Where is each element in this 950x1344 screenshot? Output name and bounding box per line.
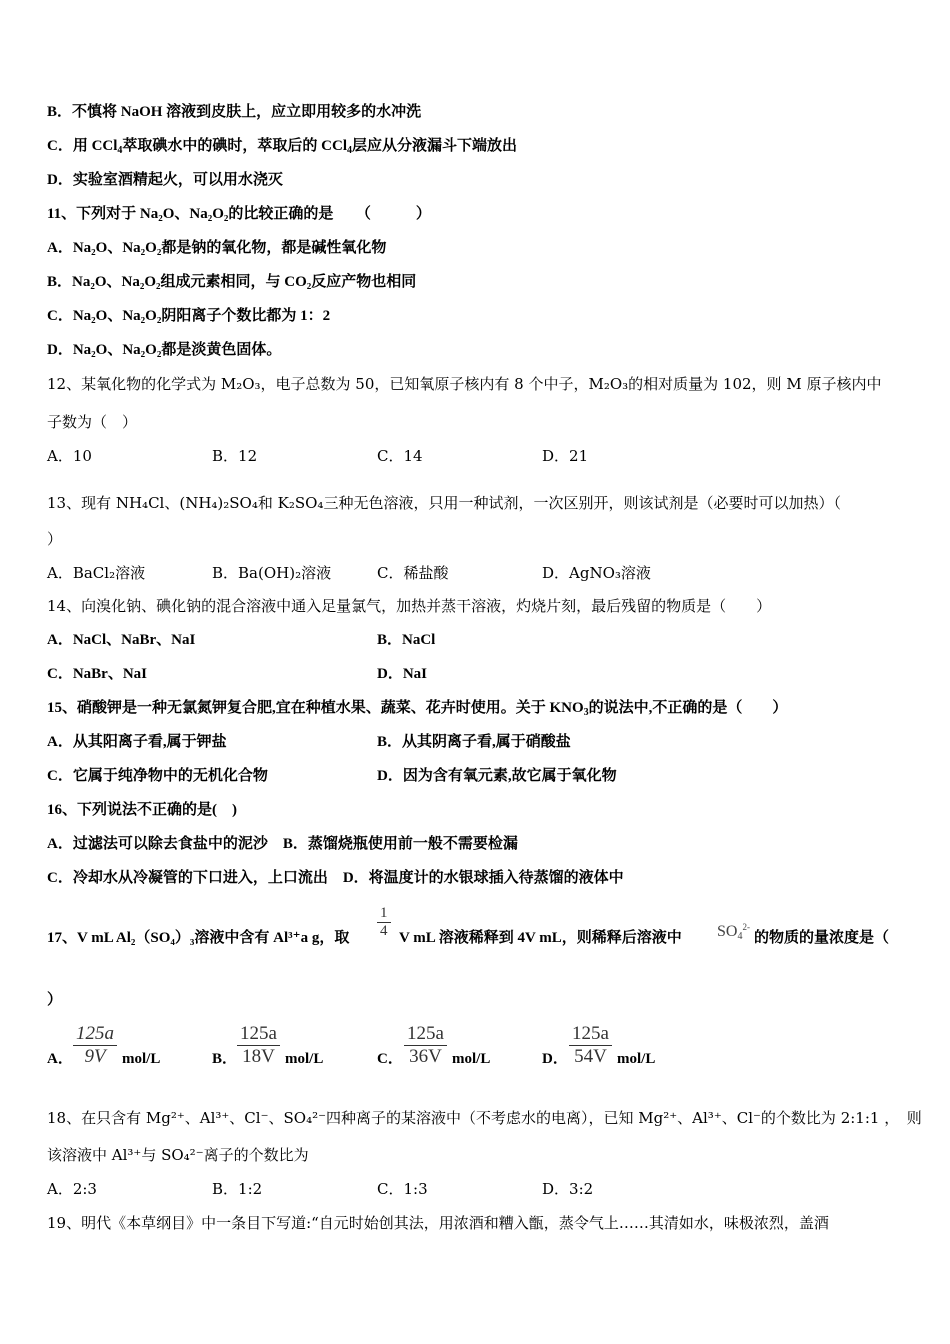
q16-stem: 16、下列说法不正确的是( ): [47, 802, 237, 818]
q10-option-b: B．不慎将 NaOH 溶液到皮肤上，应立即用较多的水冲洗: [47, 104, 422, 120]
q17-option-c-fraction: $\frac{125a}{36V}$: [404, 1023, 447, 1068]
q17-option-a-label: A．: [47, 1051, 73, 1067]
q17-sulfate-ion: $SO_4^{2-}$: [717, 922, 750, 942]
q17-option-c-unit: mol/L: [452, 1051, 491, 1067]
q10-option-d: D．实验室酒精起火，可以用水浇灭: [47, 172, 283, 188]
q17-option-b-fraction: $\frac{125a}{18V}$: [237, 1023, 280, 1068]
q11-stem: 11、下列对于 Na₂O、Na₂O₂的比较正确的是 （ ）: [47, 206, 431, 222]
q13-option-d: D．AgNO₃溶液: [542, 564, 651, 582]
q15-option-b: B．从其阴离子看,属于硝酸盐: [377, 734, 571, 750]
q18-option-a: A．2:3: [47, 1180, 97, 1198]
q14-stem: 14、向溴化钠、碘化钠的混合溶液中通入足量氯气，加热并蒸干溶液，灼烧片刻，最后残留的物质是（ ）: [47, 597, 772, 615]
q11-option-a: A．Na₂O、Na₂O₂都是钠的氧化物，都是碱性氧化物: [47, 240, 387, 256]
q11-option-d: D．Na₂O、Na₂O₂都是淡黄色固体。: [47, 342, 282, 358]
q18-stem-line1: 18、在只含有 Mg²⁺、Al³⁺、Cl⁻、SO₄²⁻四种离子的某溶液中（不考虑水的电离），已知 Mg²⁺、Al³⁺、Cl⁻的个数比为 2:1:1 ， 则: [47, 1109, 922, 1127]
q14-option-c: C．NaBr、NaI: [47, 666, 147, 682]
q13-stem-line2: ）: [47, 530, 63, 548]
q13-option-b: B．Ba(OH)₂溶液: [212, 564, 332, 582]
q14-option-d: D．NaI: [377, 666, 428, 682]
q14-option-b: B．NaCl: [377, 632, 436, 648]
q16-options-ab: A．过滤法可以除去食盐中的泥沙 B．蒸馏烧瓶使用前一般不需要检漏: [47, 836, 518, 852]
q15-stem: 15、硝酸钾是一种无氯氮钾复合肥,宜在种植水果、蔬菜、花卉时使用。关于 $KNO_3$的说法中,不正确的是（ ）: [47, 700, 788, 718]
q17-quarter-fraction: $\frac{1}{4}$: [377, 905, 391, 940]
q13-stem-line1: 13、现有 NH₄Cl、(NH₄)₂SO₄和 K₂SO₄三种无色溶液，只用一种试剂，一次区别开，则该试剂是（必要时可以加热）（: [47, 494, 841, 512]
q17-option-b-label: B．: [212, 1051, 238, 1067]
q17-option-b-unit: mol/L: [285, 1051, 324, 1067]
q12-option-a: A．10: [47, 447, 92, 465]
q13-option-a: A．BaCl₂溶液: [47, 564, 146, 582]
q18-option-b: B．1:2: [212, 1180, 263, 1198]
q17-stem-part3: 的物质的量浓度是（: [754, 930, 890, 946]
q12-option-d: D．21: [542, 447, 589, 465]
q19-stem-line1: 19、明代《本草纲目》中一条目下写道:“自元时始创其法，用浓酒和糟入甑，蒸令气上……其清如水，味极浓烈，盖酒: [47, 1214, 829, 1232]
q15-option-a: A．从其阳离子看,属于钾盐: [47, 734, 227, 750]
q15-option-c: C．它属于纯净物中的无机化合物: [47, 768, 268, 784]
q16-options-cd: C．冷却水从冷凝管的下口进入，上口流出 D．将温度计的水银球插入待蒸馏的液体中: [47, 870, 624, 886]
q11-option-c: C．Na₂O、Na₂O₂阴阳离子个数比都为 1：2: [47, 308, 331, 324]
q14-option-a: A．NaCl、NaBr、NaI: [47, 632, 196, 648]
q18-option-c: C．1:3: [377, 1180, 428, 1198]
q15-option-d: D．因为含有氧元素,故它属于氧化物: [377, 768, 617, 784]
q12-option-b: B．12: [212, 447, 258, 465]
q12-option-c: C．14: [377, 447, 423, 465]
q17-option-d-unit: mol/L: [617, 1051, 656, 1067]
q17-option-d-fraction: $\frac{125a}{54V}$: [569, 1023, 612, 1068]
q10-option-c: C．用 CCl$_4$萃取碘水中的碘时，萃取后的 CCl$_4$层应从分液漏斗下端放出: [47, 138, 518, 156]
q18-option-d: D．3:2: [542, 1180, 594, 1198]
q18-stem-line2: 该溶液中 Al³⁺与 SO₄²⁻离子的个数比为: [47, 1146, 309, 1164]
q12-stem-line2: 子数为（ ）: [47, 413, 138, 431]
q13-option-c: C．稀盐酸: [377, 564, 449, 582]
q17-stem-part2: V mL 溶液稀释到 4V mL，则稀释后溶液中: [399, 930, 682, 946]
q17-stem-line2: ）: [47, 992, 63, 1008]
q17-option-a-fraction: $\frac{125a}{9V}$: [73, 1023, 117, 1068]
q12-stem-line1: 12、某氧化物的化学式为 M₂O₃，电子总数为 50，已知氧原子核内有 8 个中子，M₂O₃的相对质量为 102，则 M 原子核内中: [47, 375, 882, 393]
q17-option-c-label: C．: [377, 1051, 403, 1067]
q17-option-a-unit: mol/L: [122, 1051, 161, 1067]
q17-stem-part1: 17、V mL Al₂（SO₄）₃溶液中含有 Al³⁺a g，取: [47, 930, 350, 946]
q17-option-d-label: D．: [542, 1051, 568, 1067]
q11-option-b: B．Na₂O、Na₂O₂组成元素相同，与 CO₂反应产物也相同: [47, 274, 417, 290]
